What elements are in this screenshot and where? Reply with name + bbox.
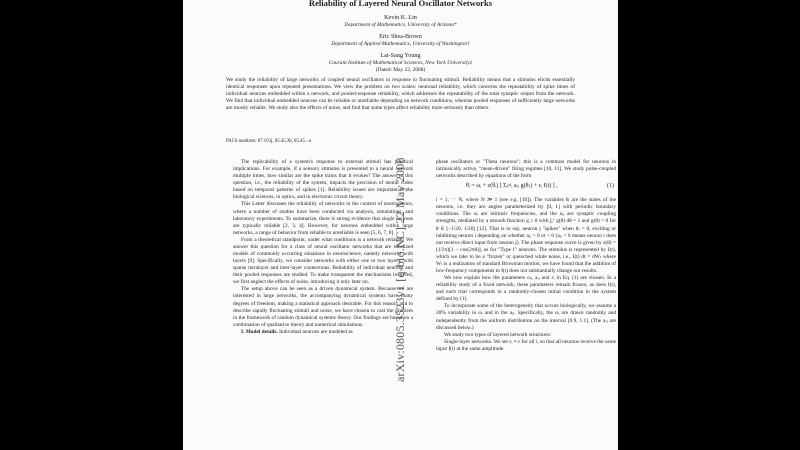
author-affiliation: Department of Mathematics, University of Arizona* <box>344 22 457 28</box>
paragraph: The setup above can be seen as a driven dynamical system. Because we are interested in large networks, the accompanying dynamical systems have many degrees of freedom, making a statistical approach desirable. For this reason, and to describe rapidly fluctuating stimuli and noise, we have chosen to cast the problem in the framework of random dynamical systems theory. Our findings are based on a combination of qualitative theory and numerical simulations. <box>233 286 413 328</box>
paragraph: We study two types of layered network structures: <box>444 331 552 338</box>
abstract: We study the reliability of large networks of coupled neural oscillators in response to fluctuating stimuli. Reliability means that a stimulus elicits essentially identical responses upon repeated presentations. We view the problem on two scales: neuronal reliability, which concerns the repeatability of spike times of individual neurons embedded within a network, and pooled-response reliability, which addresses the repeatability of the total synaptic output from the network. We find that individual embedded neurons can be reliable or unreliable depending on network conditions, whereas pooled responses of sufficiently large networks are mostly reliable. We study also the effects of noise, and find that some types affect reliability more seriously than others. <box>226 77 575 112</box>
author-affiliation: Department of Applied Mathematics, University of Washington† <box>331 41 470 47</box>
equation-formula: θ̇ᵢ = ωᵢ + z(θᵢ) [ Σⱼ≠ᵢ aⱼᵢ g(θⱼ) + εᵢ I(t) ] , <box>466 183 558 190</box>
paragraph: i = 1, ⋯ N, where N ≫ 1 (see e.g. [10]). The variables θᵢ are the states of the neurons, i.e. they are angles parameterized by [0, 1] with periodic boundary conditions. The ωᵢ are intrinsic frequencies, and the aⱼᵢ are synaptic coupling strengths, mediated by a smooth function g ≥ 0 with ∫₀¹ g(θ) dθ = 1 and g(θ) = 0 for θ ∈ [−1/20, 1/20] [12]. That is to say, neuron j "spikes" when θⱼ = 0, exciting or inhibiting neuron i depending on whether aⱼᵢ > 0 or < 0 (aⱼᵢ = 0 means neuron i does not receive direct input from neuron j). The phase response curve is given by z(θ) = (1/2π)[1 − cos(2πθ)], as for "Type I" neurons. The stimulus is represented by I(t), which we take to be a "frozen" or quenched white noise, i.e., I(t) dt = dWₜ where Wₜ is a realization of standard Brownian motion; we have found that the addition of low-frequency components to I(t) does not substantially change our results. <box>436 197 616 275</box>
left-column <box>233 159 413 336</box>
paragraph: To incorporate some of the heterogeneity that occurs biologically, we assume a 20% variability in ωᵢ and in the aⱼᵢ. Specifically, the ωᵢ are drawn randomly and independently from the uniform distribution on the interval [0.9, 1.1]. (The aⱼᵢ are discussed below.) <box>436 303 616 331</box>
pacs-numbers: PACS numbers: 87.19.lj, 05.45.Xt, 05.45.−a <box>226 139 311 144</box>
paper-page <box>183 0 618 450</box>
section-text: Individual neurons are modeled as <box>279 328 353 335</box>
arxiv-identifier: arXiv:0805.3523v1 [q-bio.NC] 22 May 2008 <box>393 157 407 382</box>
section-heading: I. Model details. <box>241 328 278 335</box>
author-name: Lai-Sang Young <box>380 52 421 59</box>
section-paragraph <box>233 329 413 336</box>
paragraph: This Letter discusses the reliability of networks in the context of neuroscience, where a number of studies have been conducted via analysis, simulations, and laboratory experiments. To summarize, there is strong evidence that single neurons are typically reliable [2, 3, 4]. However, for neurons embedded within large networks, a range of behavior from reliable to unreliable is seen [5, 6, 7, 8]. <box>233 201 413 236</box>
paragraph: We now explain how the parameters ωᵢ, aⱼᵢ and εᵢ in Eq. (1) are chosen. In a reliability study of a fixed network, these parameters remain frozen, as does I(t), and each trial corresponds to a randomly-chosen initial condition in the system defined by (1). <box>436 275 616 303</box>
paragraph: phase oscillators or "Theta neurons"; this is a common model for neurons in intrinsically active, "mean-driven" firing regimes [10, 11]. We study pulse-coupled networks described by equations of the form <box>436 159 616 180</box>
author-name: Eric Shea-Brown <box>379 33 422 40</box>
date-line: (Dated: May 22, 2008) <box>375 67 426 73</box>
equation-number: (1) <box>607 183 614 190</box>
equation-1 <box>436 180 616 197</box>
right-column <box>436 159 616 353</box>
paragraph: Single-layer networks. We set εᵢ ≡ ε for all i, so that all neurons receive the same input I(t) at the same amplitude. <box>436 338 616 352</box>
paper-title: Reliability of Layered Neural Oscillator Networks <box>308 0 493 8</box>
paragraph: The replicability of a system's response to external stimuli has practical implications. For example, if a sensory stimulus is presented to a neural network multiple times, how similar are the spike trains that it evokes? The answer to this question, i.e., the reliability of the system, impacts the precision of neural codes based on temporal patterns of spikes [1]. Reliability issues are important in the biological sciences, in optics, and in electronic circuit theory. <box>233 159 413 201</box>
author-name: Kevin K. Lin <box>384 14 417 21</box>
author-affiliation: Courant Institute of Mathematical Sciences, New York University‡ <box>328 60 473 66</box>
paragraph: From a theoretical standpoint, under what conditions is a network reliable? We answer this question for a class of neural oscillator networks that are idealized models of commonly occurring situations in neuroscience, namely networks with layers [9]. Specifically, we consider networks with either one or two layers, with sparse intralayer and inter-layer connections. Reliability of individual neurons and their pooled responses are studied. To make transparent the mechanisms involved, we first neglect the effects of noise, introducing it only later on. <box>233 236 413 286</box>
